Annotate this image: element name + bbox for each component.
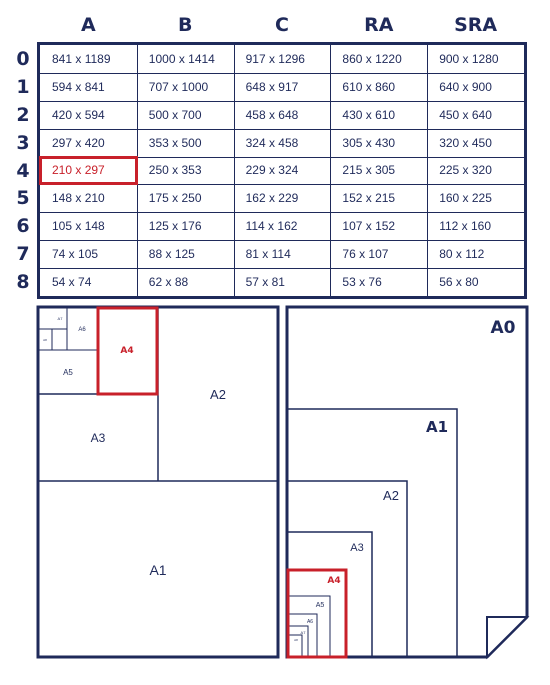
table-cell: 640 x 900 xyxy=(439,79,492,94)
table-cell: 57 x 81 xyxy=(245,275,285,290)
table-cell: 430 x 610 xyxy=(342,107,396,122)
table-cell: 175 x 250 xyxy=(148,191,202,206)
table-cell: 225 x 320 xyxy=(439,163,492,178)
row-header: 5 xyxy=(16,187,30,210)
table-cell: 152 x 215 xyxy=(342,191,396,206)
row-header: 3 xyxy=(16,131,30,154)
label-a5: A5 xyxy=(63,368,73,377)
table-cell: 62 x 88 xyxy=(148,275,189,290)
table-cell: 162 x 229 xyxy=(245,191,299,206)
table-cell: 88 x 125 xyxy=(148,247,195,262)
label-a2: A2 xyxy=(210,387,226,402)
table-cell: 250 x 353 xyxy=(148,163,202,178)
label-a5: A5 xyxy=(315,602,325,609)
label-a7: A7 xyxy=(300,630,306,635)
row-header: 1 xyxy=(16,75,30,98)
label-a3: A3 xyxy=(350,542,364,554)
label-a4: A4 xyxy=(120,346,134,356)
table-cell: 80 x 112 xyxy=(439,247,485,262)
table-cell: 610 x 860 xyxy=(342,79,396,94)
label-a4: A4 xyxy=(327,576,341,586)
table-cell: 324 x 458 xyxy=(245,135,299,150)
row-header: 0 xyxy=(16,47,30,70)
row-header: 8 xyxy=(16,271,30,294)
table-cell: 160 x 225 xyxy=(439,191,492,206)
table-cell: 900 x 1280 xyxy=(439,51,499,66)
label-a0: A0 xyxy=(490,318,516,338)
table-cell: 450 x 640 xyxy=(439,107,492,122)
column-header: C xyxy=(275,14,289,36)
label-a3: A3 xyxy=(90,431,106,445)
label-a8: A8 xyxy=(43,338,47,342)
table-cell: 76 x 107 xyxy=(342,247,389,262)
table-cell: 420 x 594 xyxy=(52,107,105,122)
column-header: B xyxy=(177,14,193,36)
table-cell: 917 x 1296 xyxy=(245,51,305,66)
table-cell: 215 x 305 xyxy=(342,163,396,178)
label-a7: A7 xyxy=(57,316,63,321)
table-cell: 56 x 80 xyxy=(439,275,479,290)
table-cell: 105 x 148 xyxy=(52,219,105,234)
table-cell: 54 x 74 xyxy=(52,275,92,290)
table-cell: 148 x 210 xyxy=(52,191,105,206)
subdivision-labels xyxy=(43,316,226,578)
table-cell: 53 x 76 xyxy=(342,275,382,290)
row-header: 7 xyxy=(16,243,30,266)
row-header: 6 xyxy=(16,215,30,238)
table-cell: 707 x 1000 xyxy=(148,79,209,94)
table-cell: 305 x 430 xyxy=(342,135,396,150)
table-cell: 500 x 700 xyxy=(148,107,202,122)
row-header: 4 xyxy=(16,159,30,182)
label-a2: A2 xyxy=(383,488,399,503)
table-cell: 594 x 841 xyxy=(52,79,105,94)
table-cell: 107 x 152 xyxy=(342,219,396,234)
label-a1: A1 xyxy=(149,562,167,578)
table-cell: 112 x 160 xyxy=(439,219,492,234)
table-cell: 297 x 420 xyxy=(52,135,105,150)
table-cell: 1000 x 1414 xyxy=(148,51,215,66)
column-header: RA xyxy=(364,14,394,36)
table-cell: 81 x 114 xyxy=(245,247,291,262)
table-cell: 860 x 1220 xyxy=(342,51,402,66)
table-cell: 841 x 1189 xyxy=(52,51,111,66)
row-header: 2 xyxy=(16,103,30,126)
table-cell: 125 x 176 xyxy=(148,219,202,234)
table-cell: 458 x 648 xyxy=(245,107,299,122)
table-cell: 74 x 105 xyxy=(52,247,99,262)
column-header: A xyxy=(81,14,96,36)
table-cell: 648 x 917 xyxy=(245,79,299,94)
page-curl xyxy=(487,617,527,657)
label-a6: A6 xyxy=(306,619,314,625)
table-cell: 320 x 450 xyxy=(439,135,492,150)
table-cell: 114 x 162 xyxy=(245,219,298,234)
label-a1: A1 xyxy=(425,418,449,436)
table-cell: 353 x 500 xyxy=(148,135,202,150)
column-header: SRA xyxy=(454,14,498,36)
table-cell: 229 x 324 xyxy=(245,163,299,178)
label-a8: A8 xyxy=(294,638,298,642)
table-cell: 210 x 297 xyxy=(52,163,105,178)
label-a6: A6 xyxy=(78,327,86,333)
subdivision-diagram xyxy=(38,307,278,657)
